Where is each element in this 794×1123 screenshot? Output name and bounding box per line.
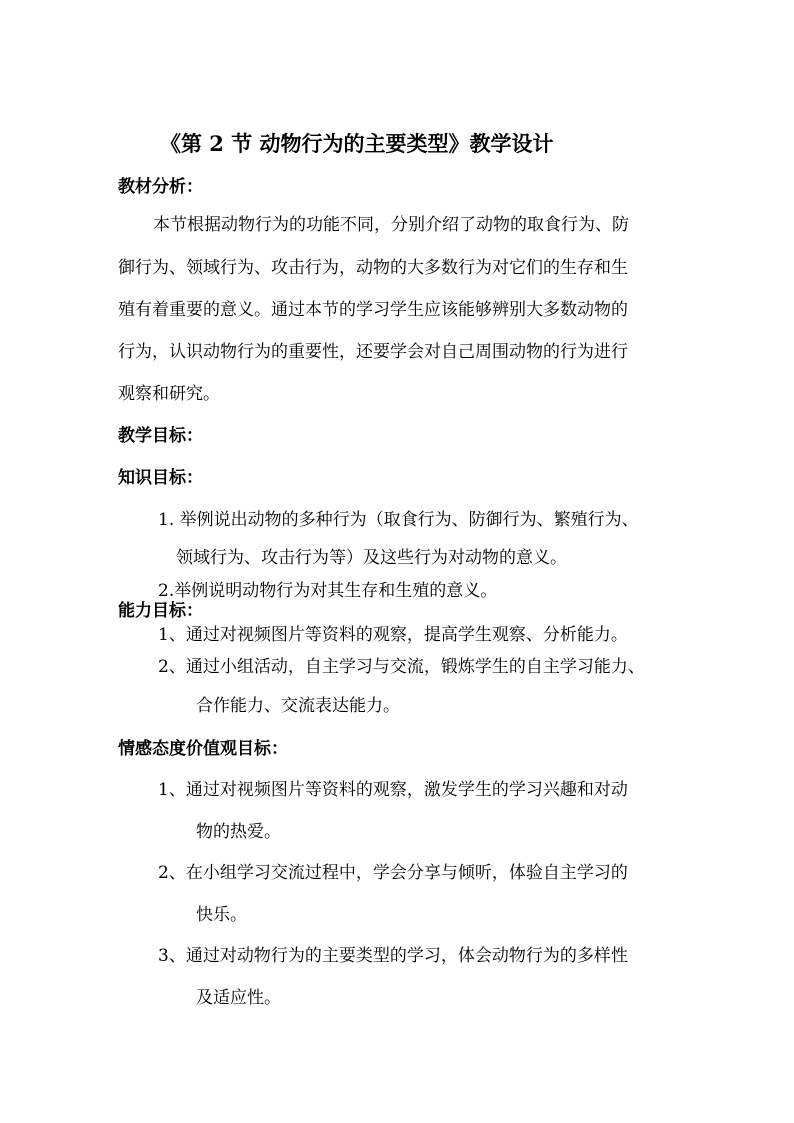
- knowledge-goals-heading: 知识目标：: [118, 468, 203, 488]
- ability-goal-item: 1、通过对视频图片等资料的观察，提高学生观察、分析能力。: [158, 625, 628, 645]
- emotion-goal-item: 2、在小组学习交流过程中，学会分享与倾听，体验自主学习的: [158, 863, 628, 883]
- document-title: 《第 2 节 动物行为的主要类型》教学设计: [160, 131, 554, 156]
- emotion-goal-item: 1、通过对视频图片等资料的观察，激发学生的学习兴趣和对动: [158, 780, 628, 800]
- material-analysis-line: 御行为、领域行为、攻击行为，动物的大多数行为对它们的生存和生: [118, 258, 628, 278]
- emotion-goals-heading: 情感态度价值观目标：: [118, 739, 288, 759]
- ability-goals-heading: 能力目标：: [118, 601, 203, 621]
- material-analysis-line: 观察和研究。: [118, 384, 220, 404]
- knowledge-goal-item-continuation: 领域行为、攻击行为等）及这些行为对动物的意义。: [176, 548, 567, 568]
- material-analysis-line: 本节根据动物行为的功能不同，分别介绍了动物的取食行为、防: [153, 215, 629, 235]
- ability-goal-item-continuation: 合作能力、交流表达能力。: [196, 696, 400, 716]
- material-analysis-line: 殖有着重要的意义。通过本节的学习学生应该能够辨别大多数动物的: [118, 300, 628, 320]
- emotion-goal-item: 3、通过对动物行为的主要类型的学习，体会动物行为的多样性: [158, 946, 628, 966]
- material-analysis-heading: 教材分析：: [118, 177, 203, 197]
- knowledge-goal-item: 1. 举例说出动物的多种行为（取食行为、防御行为、繁殖行为、: [158, 510, 639, 530]
- emotion-goal-item-continuation: 快乐。: [196, 905, 247, 925]
- material-analysis-line: 行为，认识动物行为的重要性，还要学会对自己周围动物的行为进行: [118, 342, 628, 362]
- emotion-goal-item-continuation: 及适应性。: [196, 988, 281, 1008]
- emotion-goal-item-continuation: 物的热爱。: [196, 822, 281, 842]
- ability-goal-item: 2、通过小组活动，自主学习与交流，锻炼学生的自主学习能力、: [158, 657, 645, 677]
- knowledge-goal-item: 2.举例说明动物行为对其生存和生殖的意义。: [158, 581, 498, 601]
- teaching-goals-heading: 教学目标：: [118, 426, 203, 446]
